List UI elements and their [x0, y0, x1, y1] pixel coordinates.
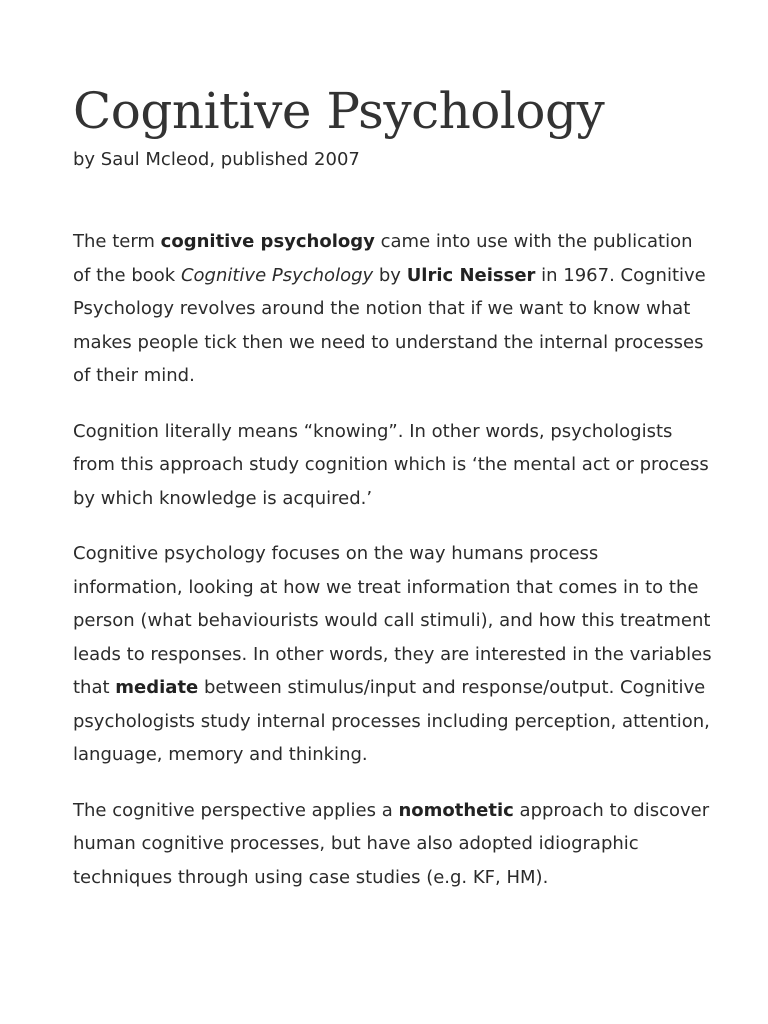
paragraph-1	[73, 225, 713, 393]
paragraph-1-text-g: in 1967. Cognitive Psychology revolves around the notion that if we want to know what makes people tick then we need to understand the internal processes of their mind.	[73, 264, 706, 386]
paragraph-3-text-c: between stimulus/input and response/output. Cognitive psychologists study internal processes including perception, attention, language, memory and thinking.	[73, 677, 710, 765]
paragraph-1-text-c: came into use with the publication of the book	[73, 231, 693, 286]
paragraph-1-text-e: by	[373, 264, 407, 286]
term-cognitive-psychology: cognitive psychology	[160, 231, 375, 252]
paragraph-3-text-a: Cognitive psychology focuses on the way humans process information, looking at how we treat information that comes in to the person (what behaviourists would call stimuli), and how this treatment leads to responses. In other words, they are interested in the variables that	[73, 543, 712, 698]
paragraph-4	[73, 794, 713, 895]
paragraph-2: Cognition literally means “knowing”. In other words, psychologists from this approach study cognition which is ‘the mental act or process by which knowledge is acquired.’	[73, 420, 709, 509]
term-mediate: mediate	[115, 677, 199, 698]
page-title: Cognitive Psychology	[73, 82, 605, 140]
author-name: Ulric Neisser	[406, 264, 536, 286]
article-body	[73, 225, 713, 894]
term-nomothetic: nomothetic	[398, 799, 514, 821]
document-page	[73, 78, 713, 916]
paragraph-4-text-c: approach to discover human cognitive processes, but have also adopted idiographic techniques through using case studies (e.g. KF, HM).	[73, 799, 710, 888]
paragraph-4-text-a: The cognitive perspective applies a	[73, 799, 399, 821]
byline: by Saul Mcleod, published 2007	[73, 149, 360, 170]
paragraph-1-text-a: The term	[73, 231, 161, 252]
paragraph-3	[73, 537, 713, 772]
book-title: Cognitive Psychology	[180, 264, 374, 286]
